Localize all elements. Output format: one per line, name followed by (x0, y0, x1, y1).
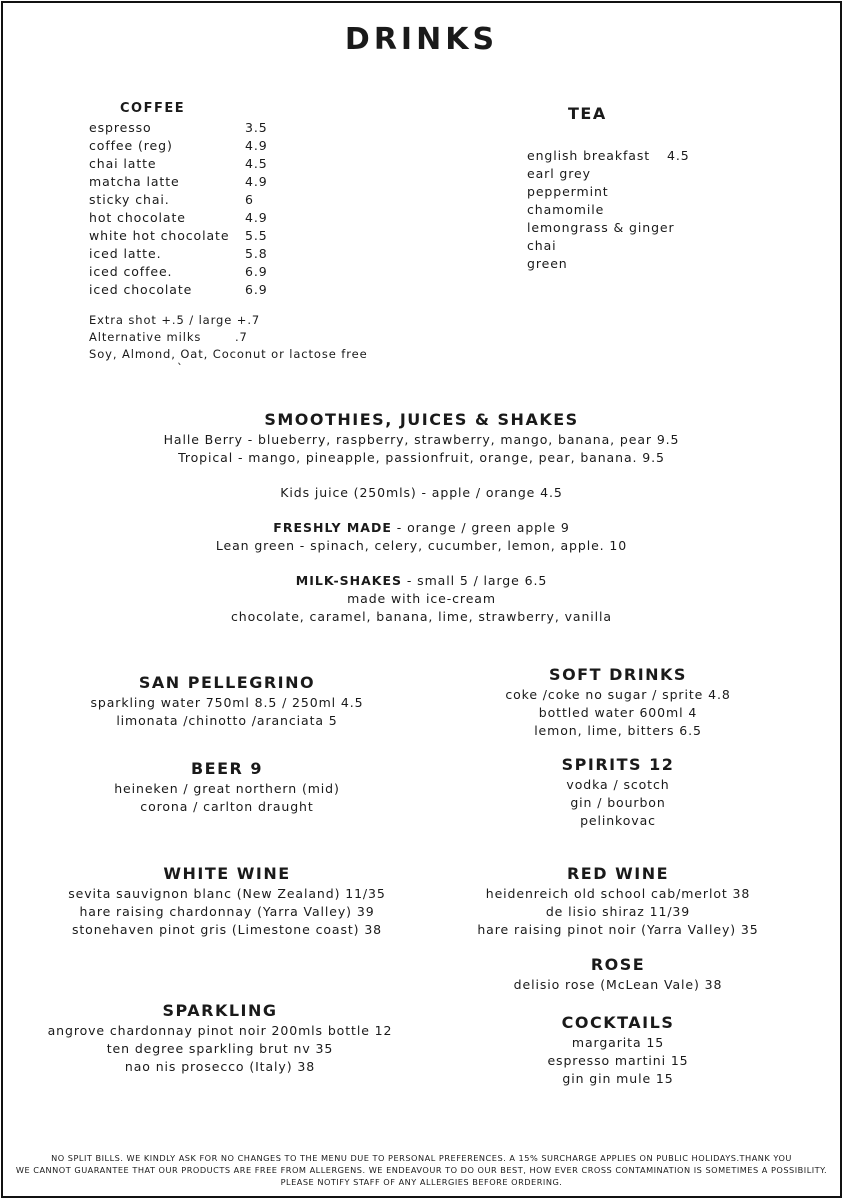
freshly-made-line (0, 519, 843, 537)
list-item (527, 147, 767, 165)
menu-line: gin gin mule 15 (562, 1071, 674, 1086)
list-item: peppermint (527, 184, 609, 199)
soft-drinks-heading: SOFT DRINKS (549, 665, 687, 684)
list-item (89, 173, 329, 191)
list-item (89, 281, 329, 299)
item-price: 4.9 (245, 210, 268, 225)
menu-line: stonehaven pinot gris (Limestone coast) 38 (71, 922, 383, 937)
item-name: iced latte. (89, 246, 162, 261)
menu-line: heineken / great northern (mid) (114, 781, 340, 796)
item-name: hot chocolate (89, 210, 186, 225)
cocktails-section (433, 1013, 803, 1088)
menu-line: Kids juice (250mls) - apple / orange 4.5 (280, 485, 563, 500)
item-name: sticky chai. (89, 192, 170, 207)
menu-line: hare raising pinot noir (Yarra Valley) 35 (477, 922, 759, 937)
menu-line: Halle Berry - blueberry, raspberry, strawberry, mango, banana, pear 9.5 (163, 432, 680, 447)
item-price: 4.9 (245, 174, 268, 189)
rose-heading: ROSE (590, 955, 646, 974)
coffee-extras (89, 312, 389, 373)
menu-line: Tropical - mango, pineapple, passionfruit, orange, pear, banana. 9.5 (178, 450, 665, 465)
alt-milks-row (89, 329, 389, 346)
cocktails-heading: COCKTAILS (561, 1013, 675, 1032)
item-name: white hot chocolate (89, 228, 230, 243)
list-item (89, 119, 329, 137)
menu-line: margarita 15 (571, 1035, 665, 1050)
menu-line: vodka / scotch (566, 777, 670, 792)
beer-heading: BEER 9 (190, 759, 264, 778)
item-name: iced coffee. (89, 264, 173, 279)
menu-line: angrove chardonnay pinot noir 200mls bottle 12 (47, 1023, 393, 1038)
red-wine-heading: RED WINE (566, 864, 670, 883)
menu-line: ten degree sparkling brut nv 35 (106, 1041, 334, 1056)
page-title: DRINKS (344, 22, 499, 57)
menu-line: limonata /chinotto /aranciata 5 (116, 713, 338, 728)
list-item (89, 263, 329, 281)
list-item (89, 245, 329, 263)
list-item (89, 191, 329, 209)
smoothies-section (0, 410, 843, 626)
item-name: coffee (reg) (89, 138, 173, 153)
item-name: matcha latte (89, 174, 180, 189)
menu-line: sparkling water 750ml 8.5 / 250ml 4.5 (90, 695, 364, 710)
menu-line: coke /coke no sugar / sprite 4.8 (505, 687, 731, 702)
milkshakes-line (0, 572, 843, 590)
extra-shot-note: Extra shot +.5 / large +.7 (89, 313, 261, 327)
white-wine-heading: WHITE WINE (163, 864, 291, 883)
freshly-made-text: - orange / green apple 9 (391, 520, 570, 535)
list-item: chamomile (527, 202, 605, 217)
item-name: chai latte (89, 156, 157, 171)
smoothies-heading: SMOOTHIES, JUICES & SHAKES (264, 410, 579, 429)
menu-line: made with ice-cream (347, 591, 496, 606)
red-wine-section (423, 864, 813, 939)
menu-line: pelinkovac (580, 813, 656, 828)
milk-types: Soy, Almond, Oat, Coconut or lactose free (89, 347, 368, 361)
menu-line: nao nis prosecco (Italy) 38 (124, 1059, 316, 1074)
footer-line: PLEASE NOTIFY STAFF OF ANY ALLERGIES BEFORE ORDERING. (280, 1177, 563, 1187)
coffee-heading: COFFEE (120, 101, 186, 116)
soft-drinks-section (433, 665, 803, 740)
menu-line: espresso martini 15 (547, 1053, 689, 1068)
footer-line: WE CANNOT GUARANTEE THAT OUR PRODUCTS ARE FREE FROM ALLERGENS. WE ENDEAVOUR TO DO OUR BEST, HOW EVER CROSS CONTAMINATION IS SOMETIMES A POSSIBILITY. (15, 1165, 828, 1175)
item-price: 6.9 (245, 264, 268, 279)
menu-line: lemon, lime, bitters 6.5 (534, 723, 702, 738)
list-item: green (527, 256, 568, 271)
list-item (89, 227, 329, 245)
sparkling-heading: SPARKLING (162, 1001, 278, 1020)
white-wine-section (27, 864, 427, 939)
menu-line: heidenreich old school cab/merlot 38 (485, 886, 751, 901)
item-price: 4.9 (245, 138, 268, 153)
rose-section (433, 955, 803, 994)
list-item: lemongrass & ginger (527, 220, 675, 235)
san-pellegrino-section (27, 673, 427, 730)
item-name: iced chocolate (89, 282, 193, 297)
list-item (89, 155, 329, 173)
menu-line: corona / carlton draught (140, 799, 314, 814)
freshly-made-label: FRESHLY MADE (273, 520, 392, 535)
milkshakes-label: MILK-SHAKES (295, 573, 403, 588)
item-price: 6 (245, 192, 254, 207)
item-name: english breakfast (527, 148, 651, 163)
spirits-section (433, 755, 803, 830)
san-pellegrino-heading: SAN PELLEGRINO (138, 673, 316, 692)
menu-line: Lean green - spinach, celery, cucumber, lemon, apple. 10 (215, 538, 628, 553)
alt-milks-price: .7 (235, 330, 248, 344)
list-item: earl grey (527, 166, 591, 181)
menu-line: de lisio shiraz 11/39 (545, 904, 691, 919)
list-item: chai (527, 238, 557, 253)
alt-milks-label: Alternative milks (89, 330, 202, 344)
menu-line: chocolate, caramel, banana, lime, strawberry, vanilla (231, 609, 612, 624)
item-price: 3.5 (245, 120, 268, 135)
menu-line: bottled water 600ml 4 (538, 705, 698, 720)
item-price: 5.5 (245, 228, 268, 243)
stray-mark: ` (177, 361, 184, 375)
beer-section (27, 759, 427, 816)
item-name: espresso (89, 120, 152, 135)
item-price: 6.9 (245, 282, 268, 297)
footer-line: NO SPLIT BILLS. WE KINDLY ASK FOR NO CHANGES TO THE MENU DUE TO PERSONAL PREFERENCES. A 15% SURCHARGE APPLIES ON PUBLIC HOLIDAYS.THANK YOU (51, 1153, 792, 1163)
spirits-heading: SPIRITS 12 (561, 755, 675, 774)
tea-heading: TEA (568, 104, 607, 123)
menu-line: gin / bourbon (570, 795, 666, 810)
list-item (89, 137, 329, 155)
sparkling-section (20, 1001, 420, 1076)
coffee-list (89, 119, 329, 299)
item-price: 5.8 (245, 246, 268, 261)
menu-line: hare raising chardonnay (Yarra Valley) 39 (79, 904, 375, 919)
menu-line: delisio rose (McLean Vale) 38 (513, 977, 723, 992)
tea-list (527, 147, 767, 273)
milkshakes-text: - small 5 / large 6.5 (402, 573, 548, 588)
item-price: 4.5 (245, 156, 268, 171)
footer-notice (0, 1152, 843, 1188)
list-item (89, 209, 329, 227)
tea-price: 4.5 (667, 148, 690, 163)
menu-line: sevita sauvignon blanc (New Zealand) 11/35 (68, 886, 386, 901)
